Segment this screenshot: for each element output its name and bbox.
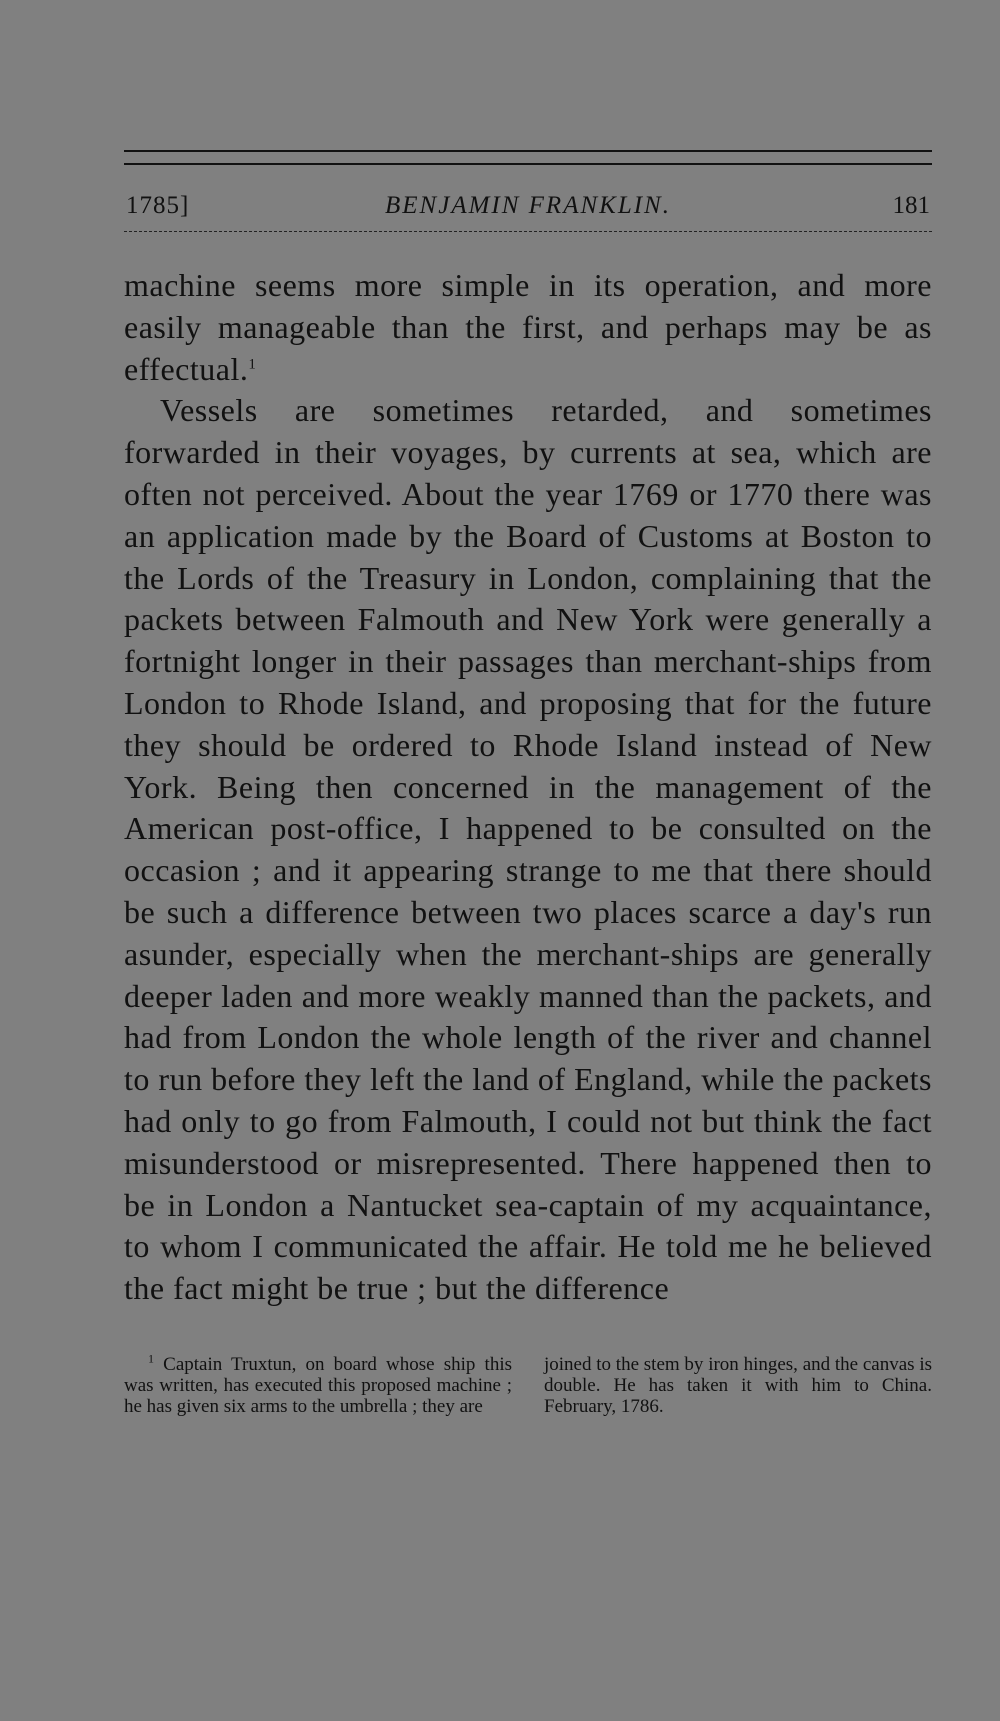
footnote-number: 1 — [148, 1351, 154, 1366]
footnote-column-left — [124, 1351, 513, 1417]
top-rule-second — [124, 163, 932, 165]
paragraph-1-text: machine seems more simple in its operation, and more easily manageable than the first, and perhaps may be as effectual. — [124, 267, 932, 387]
footnote-text-left: Captain Truxtun, on board whose ship this was written, has executed this proposed machine ; he has given six arms to the umbrella ; they are — [124, 1353, 513, 1417]
running-head-rule — [124, 231, 932, 232]
body-text — [124, 265, 932, 1310]
top-rule — [124, 150, 932, 152]
running-head-title: BENJAMIN FRANKLIN. — [385, 192, 671, 219]
running-head — [124, 191, 932, 245]
book-page — [124, 150, 932, 1417]
footnote-column-right: joined to the stem by iron hinges, and the canvas is double. He has taken it with him to China. February, 1786. — [544, 1353, 932, 1417]
footnote-reference: 1 — [248, 355, 257, 372]
page-number: 181 — [892, 192, 930, 219]
paragraph-1 — [124, 265, 932, 390]
paragraph-2: Vessels are sometimes retarded, and sometimes forwarded in their voyages, by currents at sea, which are often not perceived. About the year 1769 or 1770 there was an application made by the Board of Customs at Boston to the Lords of the Treasury in London, complaining that the packets between Falmouth and New York were generally a fortnight longer in their passages than merchant-ships from London to Rhode Island, and proposing that for the future they should be ordered to Rhode Island instead of New York. Being then concerned in the management of the American post-office, I happened to be consulted on the occasion ; and it appearing strange to me that there should be such a difference between two places scarce a day's run asunder, especially when the merchant-ships are generally deeper laden and more weakly manned than the packets, and had from London the whole length of the river and channel to run before they left the land of England, while the packets had only to go from Falmouth, I could not but think the fact misunderstood or misrepresented. There happened then to be in London a Nantucket sea-captain of my acquaintance, to whom I communicated the affair. He told me he believed the fact might be true ; but the difference — [124, 392, 932, 1307]
footnote — [124, 1351, 932, 1417]
running-head-year: 1785] — [126, 192, 190, 219]
